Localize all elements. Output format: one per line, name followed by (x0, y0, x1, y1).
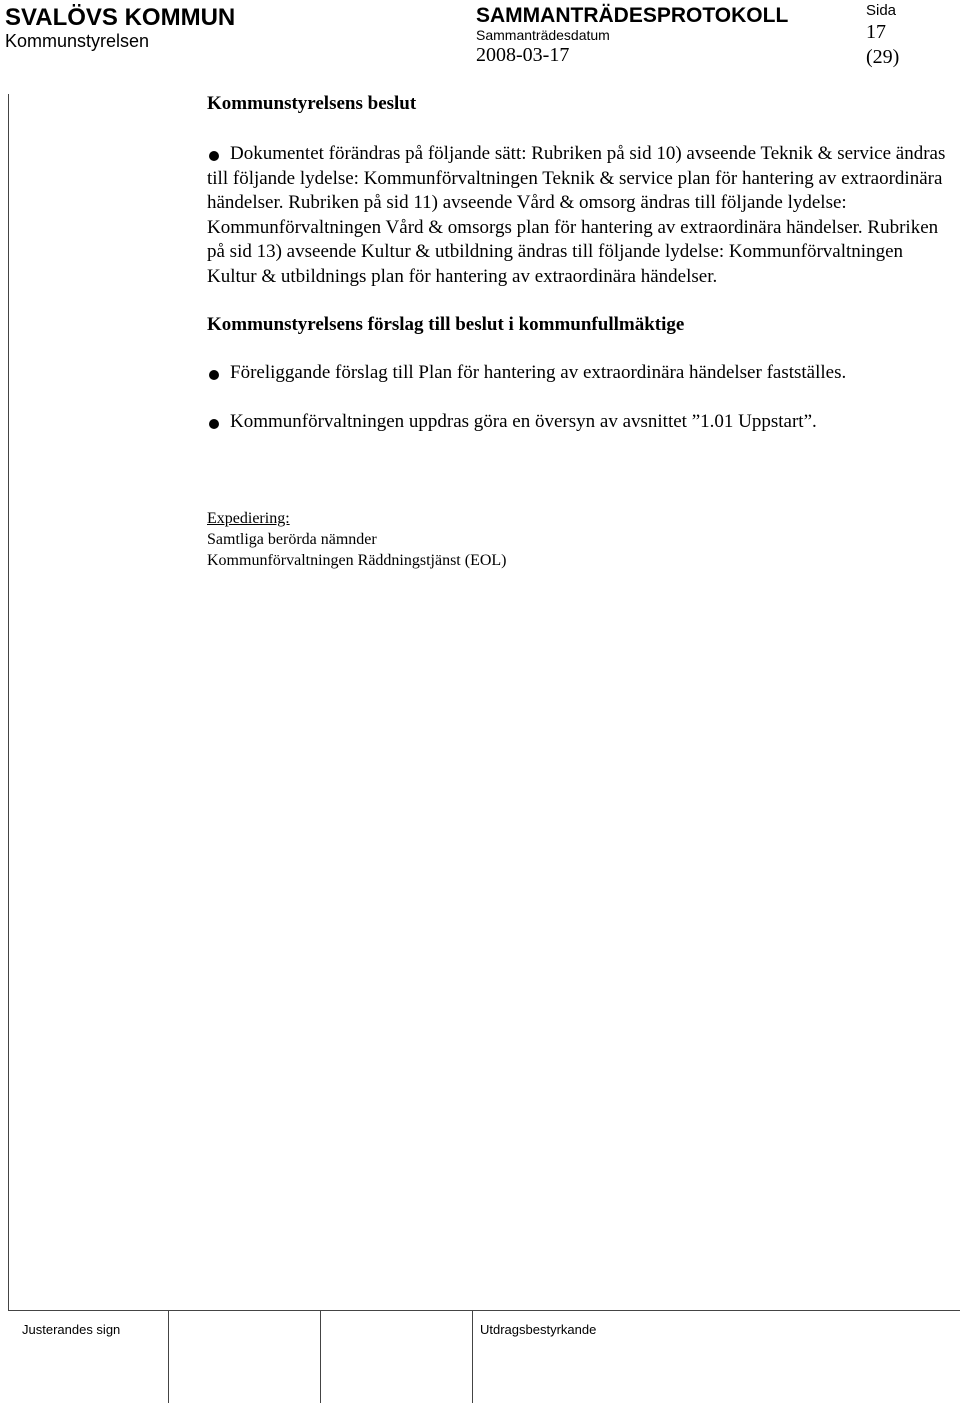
footer-divider (320, 1310, 321, 1403)
bullet-icon (209, 370, 219, 380)
proposal-heading: Kommunstyrelsens förslag till beslut i kommunfullmäktige (207, 314, 685, 335)
proposal-item (207, 361, 947, 386)
distribution-recipient: Samtliga berörda nämnder (207, 531, 377, 548)
decision-bullet-text: Dokumentet förändras på följande sätt: Rubriken på sid 10) avseende Teknik & service ändras till följande lydelse: Kommunförvaltningen Teknik & service plan för hantering av extraordinära händelser. Rubriken på sid 11) avseende Vård & omsorg ändras till följande lydelse: Kommunförvaltningen Vård & omsorgs plan för hantering av extraordinära händelser. Rubriken på sid 13) avseende Kultur & utbildning ändras till följande lydelse: Kommunförvaltningen Kultur & utbildnings plan för hantering av extraordinära händelser. (207, 143, 946, 287)
date-value: 2008-03-17 (476, 44, 570, 66)
department-name: Kommunstyrelsen (5, 31, 150, 51)
extract-label: Utdragsbestyrkande (480, 1322, 597, 1337)
organization-name: SVALÖVS KOMMUN (5, 4, 236, 31)
footer-divider (472, 1310, 473, 1403)
sign-label: Justerandes sign (22, 1322, 121, 1337)
footer-rule (8, 1310, 960, 1311)
document-type: SAMMANTRÄDESPROTOKOLL (476, 4, 789, 27)
distribution-title: Expediering: (207, 510, 290, 527)
date-label: Sammanträdesdatum (476, 27, 610, 43)
page-label: Sida (866, 2, 897, 19)
proposal-item (207, 410, 947, 435)
bullet-icon (209, 419, 219, 429)
protocol-body (207, 92, 947, 434)
bullet-icon (209, 151, 219, 161)
page-number: 17 (866, 21, 886, 43)
footer-divider (168, 1310, 169, 1403)
proposal-item-text: Föreliggande förslag till Plan för hantering av extraordinära händelser fastställes. (230, 362, 847, 383)
left-margin-rule (8, 94, 9, 1310)
decision-bullet (207, 142, 947, 289)
proposal-item-text: Kommunförvaltningen uppdras göra en översyn av avsnittet ”1.01 Uppstart”. (230, 410, 817, 432)
distribution-recipient: Kommunförvaltningen Räddningstjänst (EOL) (207, 552, 507, 569)
distribution-block (207, 508, 507, 571)
page-total: (29) (866, 46, 900, 68)
decision-heading: Kommunstyrelsens beslut (207, 93, 417, 114)
